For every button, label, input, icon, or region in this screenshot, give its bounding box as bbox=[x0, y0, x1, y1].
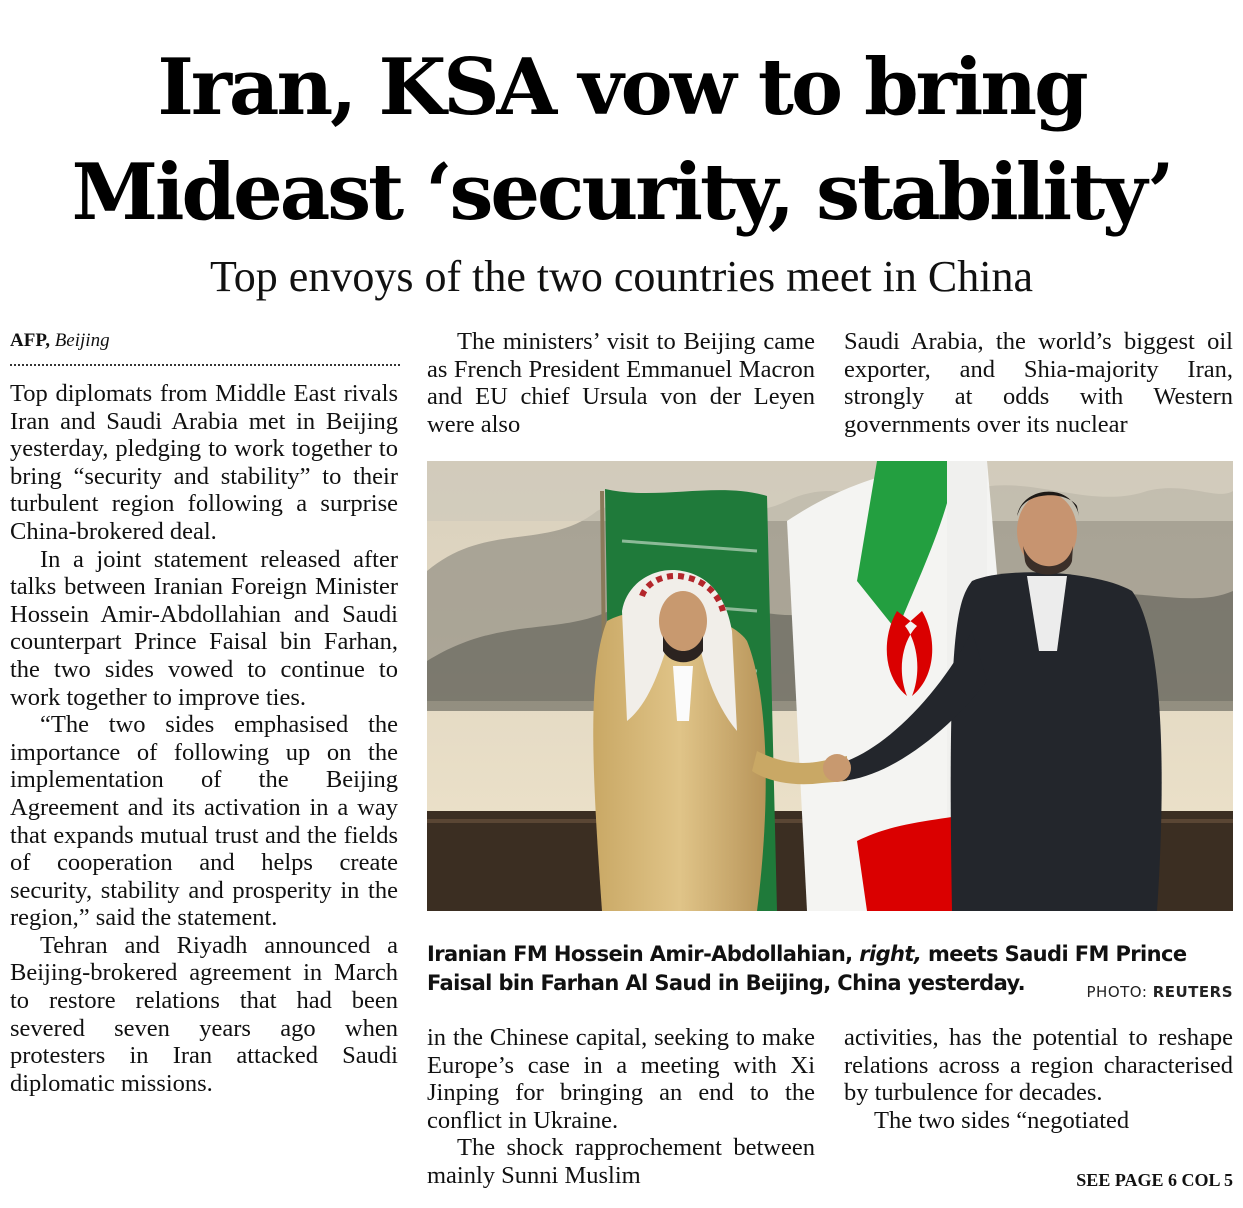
headline-line-2: Mideast ‘security, stability’ bbox=[71, 147, 1172, 238]
headline-line-1: Iran, KSA vow to bring bbox=[157, 42, 1086, 133]
news-photo bbox=[427, 461, 1233, 911]
caption-text-2: meets Saudi FM Prince Faisal bin Farhan Al Saud in Beijing, China yesterday. bbox=[427, 942, 1187, 995]
paragraph: The two sides “negotiated bbox=[874, 1106, 1130, 1134]
credit-source: REUTERS bbox=[1152, 983, 1233, 1001]
caption-emphasis: right, bbox=[859, 942, 922, 966]
paragraph: Top diplomats from Middle East rivals Iran and Saudi Arabia met in Beijing yesterday, pledging to work together to bring “security and stability” to their turbulent region following a surprise China-brokered deal. bbox=[10, 380, 398, 545]
paragraph: in the Chinese capital, seeking to make Europe’s case in a meeting with Xi Jinping for bringing an end to the conflict in Ukraine. bbox=[427, 1024, 815, 1134]
article-column-3-bottom bbox=[844, 1024, 1233, 1164]
paragraph: In a joint statement released after talks between Iranian Foreign Minister Hossein Amir-Abdollahian and Saudi counterpart Prince Faisal bin Farhan, the two sides vowed to continue to work together to improve ties. bbox=[10, 545, 398, 711]
paragraph: activities, has the potential to reshape relations across a region characterised by turbulence for decades. bbox=[844, 1024, 1233, 1107]
paragraph: Saudi Arabia, the world’s biggest oil exporter, and Shia-majority Iran, strongly at odds with Western governments over its nuclear bbox=[844, 328, 1233, 438]
credit-label: PHOTO: bbox=[1086, 983, 1148, 1001]
subheadline: Top envoys of the two countries meet in China bbox=[210, 252, 1033, 301]
paragraph: The ministers’ visit to Beijing came as French President Emmanuel Macron and EU chief Ursula von der Leyen were also bbox=[427, 328, 815, 438]
byline bbox=[10, 330, 400, 352]
byline-location: Beijing bbox=[54, 330, 110, 351]
paragraph: Tehran and Riyadh announced a Beijing-brokered agreement in March to restore relations that had been severed seven years ago when protesters in Iran attacked Saudi diplomatic missions. bbox=[10, 931, 398, 1097]
photo-credit bbox=[1087, 983, 1233, 1001]
article-column-3-top bbox=[844, 328, 1233, 440]
byline-divider bbox=[10, 364, 400, 366]
paragraph: The shock rapprochement between mainly Sunni Muslim bbox=[427, 1134, 815, 1189]
byline-agency: AFP, bbox=[10, 330, 50, 351]
continuation-jump: SEE PAGE 6 COL 5 bbox=[1076, 1170, 1233, 1190]
article-column-2-bottom bbox=[427, 1024, 815, 1192]
caption-text-1: Iranian FM Hossein Amir-Abdollahian, bbox=[427, 942, 853, 966]
article-column-2-top bbox=[427, 328, 815, 440]
article-column-1 bbox=[10, 380, 398, 1097]
paragraph: “The two sides emphasised the importance of following up on the implementation of the Beijing Agreement and its activation in a way that expands mutual trust and the fields of cooperation and helps create security, stability and prosperity in the region,” said the statement. bbox=[10, 711, 398, 932]
